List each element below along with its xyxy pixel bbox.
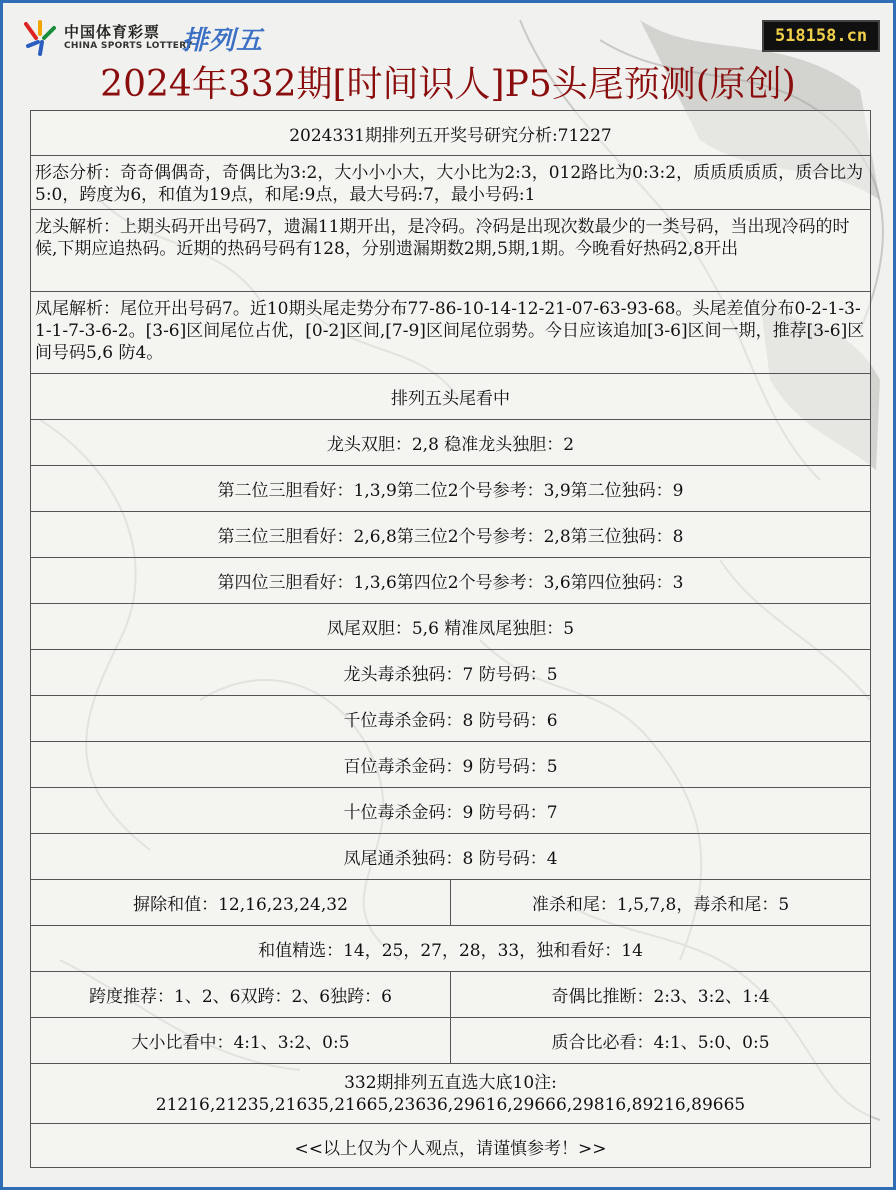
tail-kill-row	[31, 834, 870, 880]
direct-picks-numbers: 21216,21235,21635,21665,23636,29616,29666,29816,89216,89665	[155, 1094, 746, 1115]
span-pick-text: 跨度推荐：1、2、6双跨：2、6独跨：6	[89, 987, 392, 1007]
position4-row	[31, 558, 870, 604]
odd-even-cell	[451, 972, 870, 1017]
tail-kill-text: 凤尾通杀独码：8 防号码：4	[343, 849, 558, 869]
position2-row	[31, 466, 870, 512]
big-small-cell	[31, 1018, 451, 1063]
position3-text: 第三位三胆看好：2,6,8第三位2个号参考：2,8第三位独码：8	[217, 527, 684, 547]
head-analysis-row	[31, 210, 870, 292]
disclaimer-row	[31, 1124, 870, 1168]
sum-exclude-cell	[31, 880, 451, 925]
analysis-heading: 2024331期排列五开奖号研究分析:71227	[289, 125, 612, 146]
prediction-table	[30, 110, 871, 1168]
sum-pick-row	[31, 926, 870, 972]
hundred-kill-row	[31, 742, 870, 788]
analysis-heading-row	[31, 111, 870, 156]
site-domain-badge[interactable]: 518158.cn	[762, 20, 880, 52]
logo-english-text: CHINA SPORTS LOTTERY	[64, 41, 193, 51]
page-title: 2024年332期[时间识人]P5头尾预测(原创)	[100, 64, 796, 105]
head-double-row	[31, 420, 870, 466]
prime-comp-text: 质合比必看：4:1、5:0、0:5	[551, 1033, 770, 1053]
section-heading-row	[31, 374, 870, 420]
tail-analysis-row	[31, 292, 870, 374]
position2-text: 第二位三胆看好：1,3,9第二位2个号参考：3,9第二位独码：9	[217, 481, 684, 501]
big-small-text: 大小比看中：4:1、3:2、0:5	[131, 1033, 350, 1053]
span-oddeven-row	[31, 972, 870, 1018]
logo-chinese-text: 中国体育彩票	[64, 23, 161, 41]
shape-analysis-text: 形态分析：奇奇偶偶奇，奇偶比为3:2，大小小小大，大小比为2:3，012路比为0:3:2，质质质质质，质合比为5:0，跨度为6，和值为19点，和尾:9点，最大号码:7，最小号码:1	[35, 163, 864, 205]
sum-row	[31, 880, 870, 926]
size-prime-row	[31, 1018, 870, 1064]
position4-text: 第四位三胆看好：1,3,6第四位2个号参考：3,6第四位独码：3	[217, 573, 684, 593]
tail-double-text: 凤尾双胆：5,6 精准凤尾独胆：5	[326, 619, 575, 639]
china-sports-lottery-logo	[20, 18, 280, 58]
tail-analysis-text: 凤尾解析：尾位开出号码7。近10期头尾走势分布77-86-10-14-12-21-07-63-93-68。头尾差值分布0-2-1-3-1-1-7-3-6-2。[3-6]区间尾位占优，[0-2]区间,[7-9]区间尾位弱势。今日应该追加[3-6]区间一期，推荐[3-6]区间号码5,6 防4。	[35, 299, 865, 363]
head-kill-row	[31, 650, 870, 696]
prime-comp-cell	[451, 1018, 870, 1063]
shape-analysis-row	[31, 156, 870, 210]
odd-even-text: 奇偶比推断：2:3、3:2、1:4	[551, 987, 770, 1007]
sum-tail-kill-cell	[451, 880, 870, 925]
sum-tail-kill-text: 准杀和尾：1,5,7,8，毒杀和尾：5	[531, 895, 790, 915]
thousand-kill-text: 千位毒杀金码：8 防号码：6	[343, 711, 558, 731]
head-kill-text: 龙头毒杀独码：7 防号码：5	[343, 665, 558, 685]
sum-exclude-text: 摒除和值：12,16,23,24,32	[133, 895, 348, 915]
span-pick-cell	[31, 972, 451, 1017]
lottery-emblem-icon	[20, 18, 60, 58]
hundred-kill-text: 百位毒杀金码：9 防号码：5	[343, 757, 558, 777]
ten-kill-text: 十位毒杀金码：9 防号码：7	[343, 803, 558, 823]
position3-row	[31, 512, 870, 558]
direct-picks-row	[31, 1064, 870, 1124]
ten-kill-row	[31, 788, 870, 834]
thousand-kill-row	[31, 696, 870, 742]
direct-picks-title: 332期排列五直选大底10注:	[344, 1072, 557, 1093]
logo-game-name: 排列五	[182, 26, 264, 56]
head-analysis-text: 龙头解析：上期头码开出号码7，遗漏11期开出，是冷码。冷码是出现次数最少的一类号码，当出现冷码的时候,下期应追热码。近期的热码号码有128，分别遗漏期数2期,5期,1期。今晚看好热码2,8开出	[35, 217, 850, 259]
disclaimer-text: <<以上仅为个人观点，请谨慎参考！>>	[294, 1138, 607, 1159]
sum-pick-text: 和值精选：14，25，27，28，33，独和看好：14	[258, 941, 643, 961]
head-double-text: 龙头双胆：2,8 稳准龙头独胆：2	[326, 435, 575, 455]
section-heading: 排列五头尾看中	[391, 389, 510, 409]
tail-double-row	[31, 604, 870, 650]
